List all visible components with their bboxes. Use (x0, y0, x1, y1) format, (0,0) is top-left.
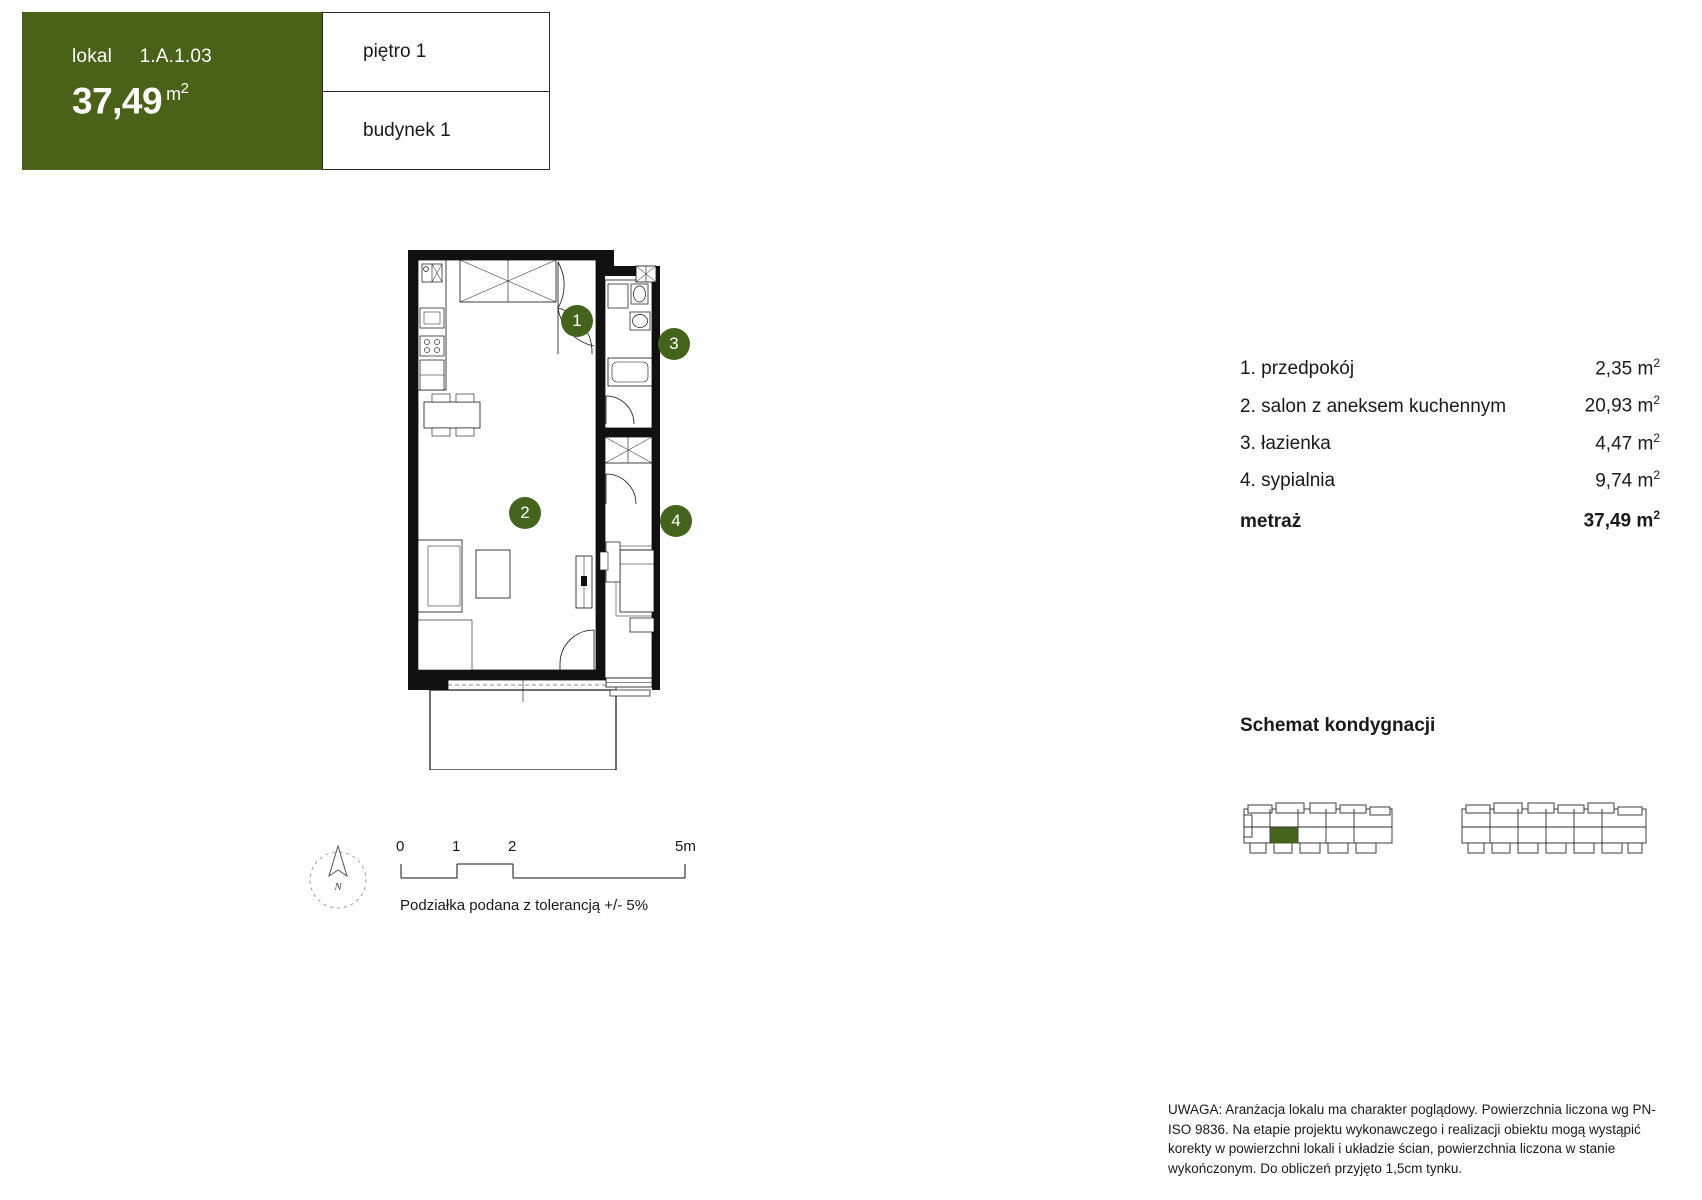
unit-area (72, 80, 322, 122)
floor-cell (322, 12, 550, 91)
schemat-kondygnacji-title: Schemat kondygnacji (1240, 715, 1436, 736)
room-badge-4: 4 (660, 505, 692, 537)
room-badge-2: 2 (509, 497, 541, 529)
area-name: 2. salon z aneksem kuchennym (1240, 395, 1507, 417)
building-floor-diagram (1240, 795, 1650, 865)
unit-meta-block (322, 12, 550, 170)
area-value: 2,35 $m^2$ (1595, 356, 1660, 380)
floor-label: piętro 1 (363, 41, 427, 62)
scale-tick-1: 1 (452, 838, 461, 855)
area-value: 4,47 $m^2$ (1595, 430, 1660, 454)
scale-tick-5: 5m (675, 838, 696, 855)
building-cell (322, 91, 550, 170)
room-badge-1: 1 (561, 305, 593, 337)
header-badge (22, 12, 550, 170)
unit-area-unit: m2 (166, 80, 189, 104)
scale-and-compass (300, 830, 780, 930)
scale-graphic (400, 862, 710, 884)
unit-code: 1.A.1.03 (139, 46, 212, 67)
area-value: 20,93 $m^2$ (1584, 393, 1660, 417)
compass-icon (300, 838, 376, 914)
area-row (1240, 425, 1660, 462)
scale-tick-2: 2 (508, 838, 517, 855)
area-row (1240, 462, 1660, 499)
areas-table (1240, 350, 1660, 540)
scale-tick-labels (396, 838, 710, 858)
area-row (1240, 387, 1660, 424)
svg-text:N: N (334, 881, 342, 893)
room-badge-3: 3 (658, 328, 690, 360)
scale-caption: Podziałka podana z tolerancją +/- 5% (400, 897, 649, 914)
unit-summary-block (22, 12, 322, 170)
floor-plan (300, 250, 820, 770)
building-label: budynek 1 (363, 119, 451, 141)
unit-area-value: 37,49 (72, 80, 163, 122)
disclaimer-note: UWAGA: Aranżacja lokalu ma charakter poglądowy. Powierzchnia liczona wg PN-ISO 9836. Na etapie projektu wykonawczego i realizacji obiektu mogą wystąpić korekty w powierzchni lokali i układzie ścian, powierzchnia liczona w stanie wykończonym. Do obliczeń przyjęto 1,5cm tynku. (1168, 1102, 1656, 1176)
area-total-row (1240, 499, 1660, 539)
area-row (1240, 350, 1660, 387)
scale-bar (396, 838, 710, 889)
scale-tick-0: 0 (396, 838, 405, 855)
area-total-value: 37,49 $m^2$ (1583, 508, 1660, 532)
area-name: 4. sypialnia (1240, 470, 1336, 492)
area-name: 1. przedpokój (1240, 358, 1355, 380)
unit-identifier-line (72, 46, 322, 68)
floor-plan-drawing (300, 250, 820, 770)
schemat-kondygnacji-graphic (1240, 795, 1650, 865)
area-value: 9,74 $m^2$ (1595, 467, 1660, 492)
area-name: 3. łazienka (1240, 432, 1331, 454)
unit-label: lokal (72, 46, 113, 67)
area-total-name: metraż (1240, 510, 1302, 532)
